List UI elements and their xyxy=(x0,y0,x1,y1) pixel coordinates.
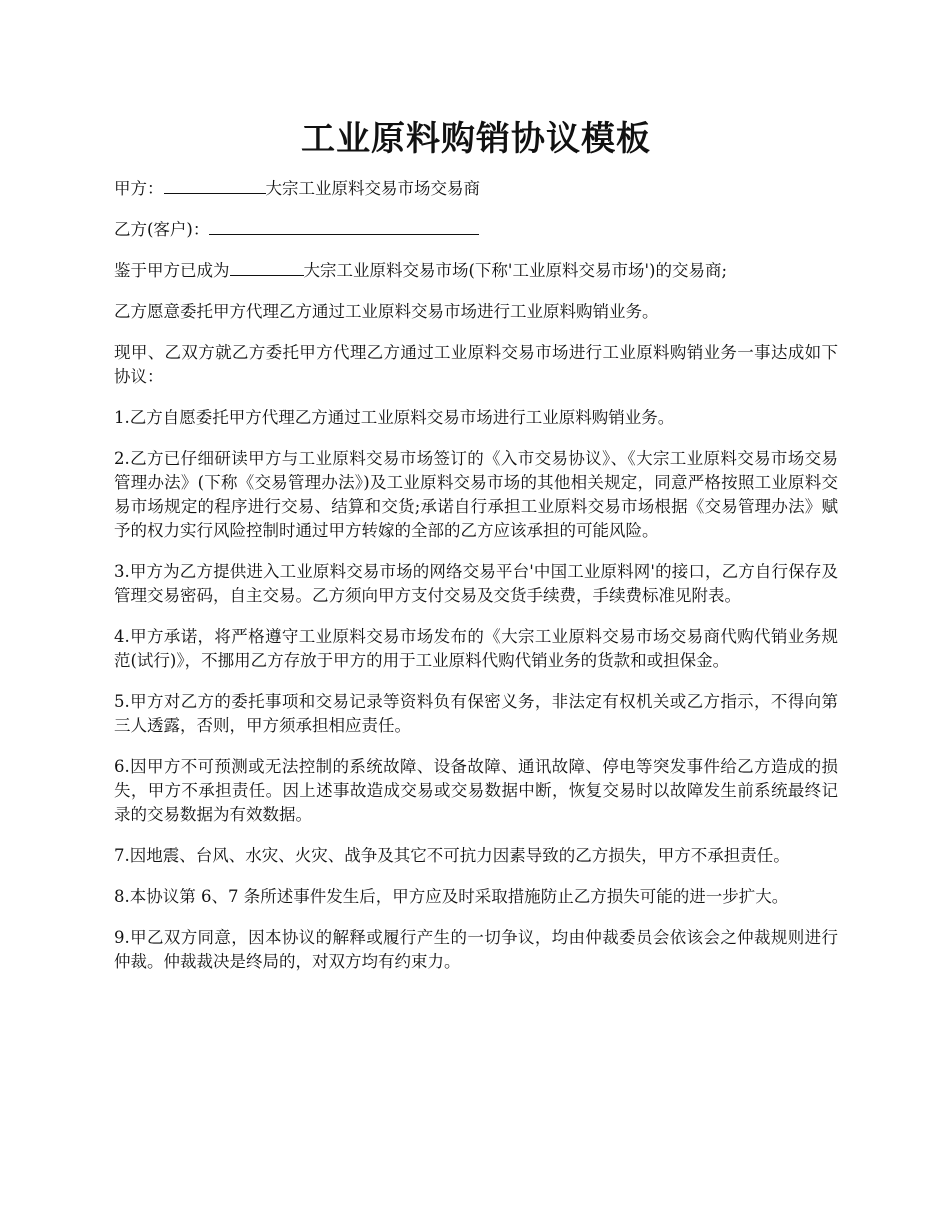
recital-3: 现甲、乙双方就乙方委托甲方代理乙方通过工业原料交易市场进行工业原料购销业务一事达成如下协议： xyxy=(114,343,838,386)
clause-4: 4.甲方承诺，将严格遵守工业原料交易市场发布的《大宗工业原料交易市场交易商代购代销业务规范(试行)》，不挪用乙方存放于甲方的用于工业原料代购代销业务的货款和或担保金。 xyxy=(114,627,838,670)
clause-5: 5.甲方对乙方的委托事项和交易记录等资料负有保密义务，非法定有权机关或乙方指示，不得向第三人透露，否则，甲方须承担相应责任。 xyxy=(114,692,838,735)
document-body xyxy=(114,177,838,974)
clause-7: 7.因地震、台风、水灾、火灾、战争及其它不可抗力因素导致的乙方损失，甲方不承担责任。 xyxy=(114,846,790,865)
party-a-blank xyxy=(164,177,266,194)
party-b-label: 乙方(客户)： xyxy=(114,220,210,239)
party-a-line xyxy=(114,177,838,201)
recital-1-after: 大宗工业原料交易市场(下称'工业原料交易市场')的交易商; xyxy=(303,261,728,280)
party-b-line xyxy=(114,218,838,242)
clause-3: 3.甲方为乙方提供进入工业原料交易市场的网络交易平台'中国工业原料网'的接口，乙方自行保存及管理交易密码，自主交易。乙方须向甲方支付交易及交货手续费，手续费标准见附表。 xyxy=(114,562,838,605)
recital-1-before: 鉴于甲方已成为 xyxy=(114,261,230,280)
recital-1 xyxy=(114,259,838,283)
document-title: 工业原料购销协议模板 xyxy=(301,119,651,159)
party-a-label: 甲方： xyxy=(114,179,164,198)
clause-1: 1.乙方自愿委托甲方代理乙方通过工业原料交易市场进行工业原料购销业务。 xyxy=(114,408,675,427)
clause-9: 9.甲乙双方同意，因本协议的解释或履行产生的一切争议，均由仲裁委员会依该会之仲裁规则进行仲裁。仲裁裁决是终局的，对双方均有约束力。 xyxy=(114,928,838,971)
recital-2: 乙方愿意委托甲方代理乙方通过工业原料交易市场进行工业原料购销业务。 xyxy=(114,302,659,321)
clause-8: 8.本协议第 6、7 条所述事件发生后，甲方应及时采取措施防止乙方损失可能的进一步扩大。 xyxy=(114,887,789,906)
party-a-value: 大宗工业原料交易市场交易商 xyxy=(265,179,480,198)
clause-2: 2.乙方已仔细研读甲方与工业原料交易市场签订的《入市交易协议》、《大宗工业原料交易市场交易管理办法》(下称《交易管理办法》)及工业原料交易市场的其他相关规定，同意严格按照工业原料交易市场规定的程序进行交易、结算和交货;承诺自行承担工业原料交易市场根据《交易管理办法》赋予的权力实行风险控制时通过甲方转嫁的全部的乙方应该承担的可能风险。 xyxy=(114,449,838,540)
recital-1-blank xyxy=(230,259,304,276)
party-b-blank xyxy=(209,218,479,235)
clause-6: 6.因甲方不可预测或无法控制的系统故障、设备故障、通讯故障、停电等突发事件给乙方造成的损失，甲方不承担责任。因上述事故造成交易或交易数据中断，恢复交易时以故障发生前系统最终记录的交易数据为有效数据。 xyxy=(114,757,838,824)
